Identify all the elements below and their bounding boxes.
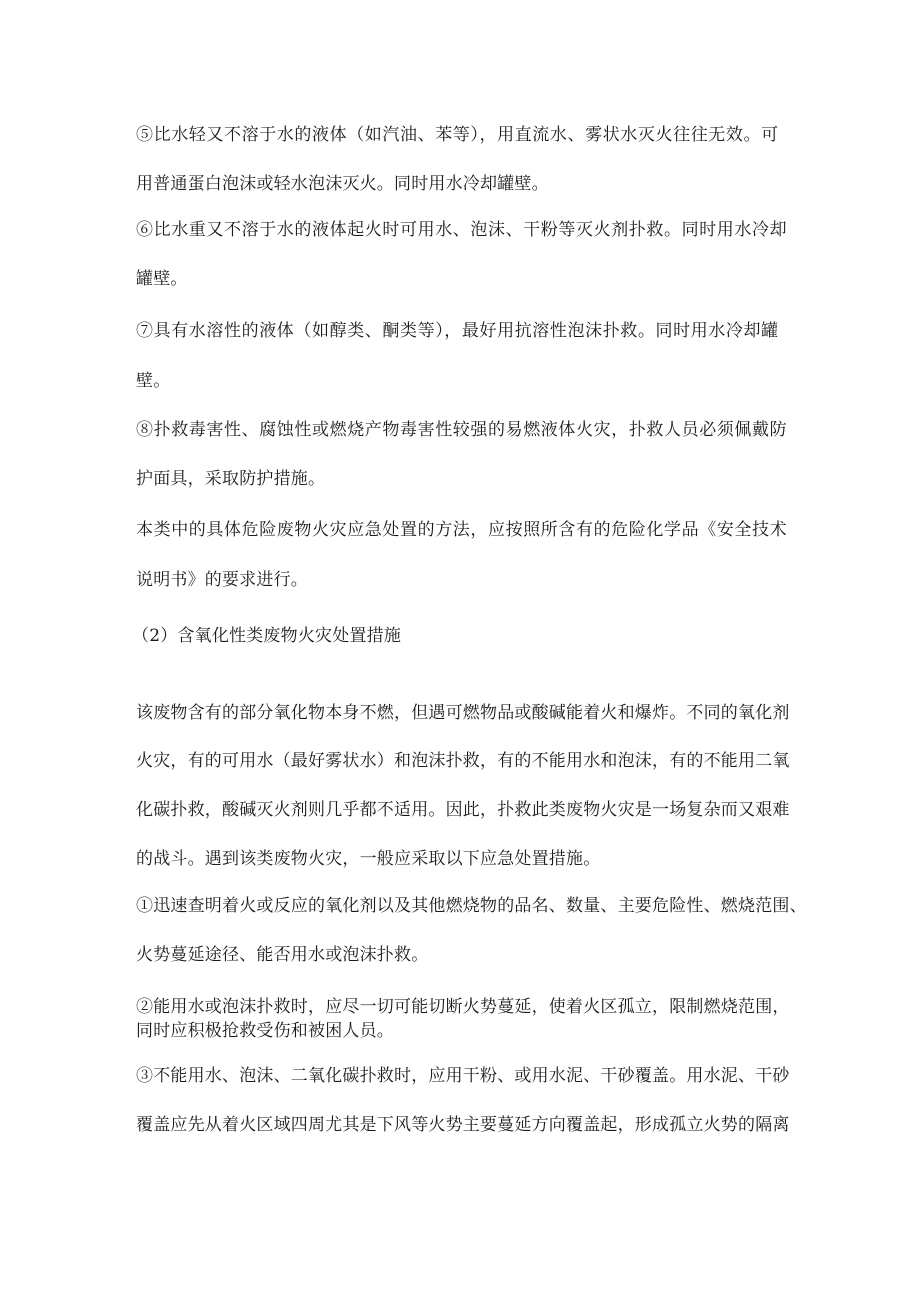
paragraph-line: 火灾，有的可用水（最好雾状水）和泡沫扑救，有的不能用水和泡沫，有的不能用二氧	[136, 751, 790, 771]
paragraph-line: 该废物含有的部分氧化物本身不燃，但遇可燃物品或酸碱能着火和爆炸。不同的氧化剂	[136, 703, 790, 723]
section-heading: （2）含氧化性类废物火灾处置措施	[132, 626, 402, 646]
paragraph-line: ⑤比水轻又不溶于水的液体（如汽油、苯等），用直流水、雾状水灭火往往无效。可	[136, 125, 779, 145]
paragraph-line: 说明书》的要求进行。	[136, 570, 308, 590]
paragraph-line: 壁。	[136, 371, 171, 391]
paragraph-line: 火势蔓延途径、能否用水或泡沫扑救。	[136, 945, 429, 965]
paragraph-line: ①迅速查明着火或反应的氧化剂以及其他燃烧物的品名、数量、主要危险性、燃烧范围、	[136, 896, 807, 916]
paragraph-line: 用普通蛋白泡沫或轻水泡沫灭火。同时用水冷却罐壁。	[136, 174, 549, 194]
paragraph-line: ③不能用水、泡沫、二氧化碳扑救时，应用干粉、或用水泥、干砂覆盖。用水泥、干砂	[136, 1066, 790, 1086]
paragraph-line: 的战斗。遇到该类废物火灾，一般应采取以下应急处置措施。	[136, 849, 601, 869]
paragraph-line: ②能用水或泡沫扑救时，应尽一切可能切断火势蔓延，使着火区孤立，限制燃烧范围，	[136, 997, 790, 1017]
paragraph-line: 罐壁。	[136, 269, 188, 289]
paragraph-line: ⑧扑救毒害性、腐蚀性或燃烧产物毒害性较强的易燃液体火灾，扑救人员必须佩戴防	[136, 420, 788, 440]
paragraph-line: 化碳扑救，酸碱灭火剂则几乎都不适用。因此，扑救此类废物火灾是一场复杂而又艰难	[136, 800, 790, 820]
paragraph-line: 覆盖应先从着火区域四周尤其是下风等火势主要蔓延方向覆盖起，形成孤立火势的隔离	[136, 1115, 790, 1135]
paragraph-line: ⑦具有水溶性的液体（如醇类、酮类等），最好用抗溶性泡沫扑救。同时用水冷却罐	[136, 321, 779, 341]
paragraph-line: 本类中的具体危险废物火灾应急处置的方法，应按照所含有的危险化学品《安全技术	[136, 520, 788, 540]
paragraph-line: 同时应积极抢救受伤和被困人员。	[136, 1021, 394, 1041]
paragraph-line: 护面具，采取防护措施。	[136, 469, 326, 489]
paragraph-line: ⑥比水重又不溶于水的液体起火时可用水、泡沫、干粉等灭火剂扑救。同时用水冷却	[136, 220, 788, 240]
